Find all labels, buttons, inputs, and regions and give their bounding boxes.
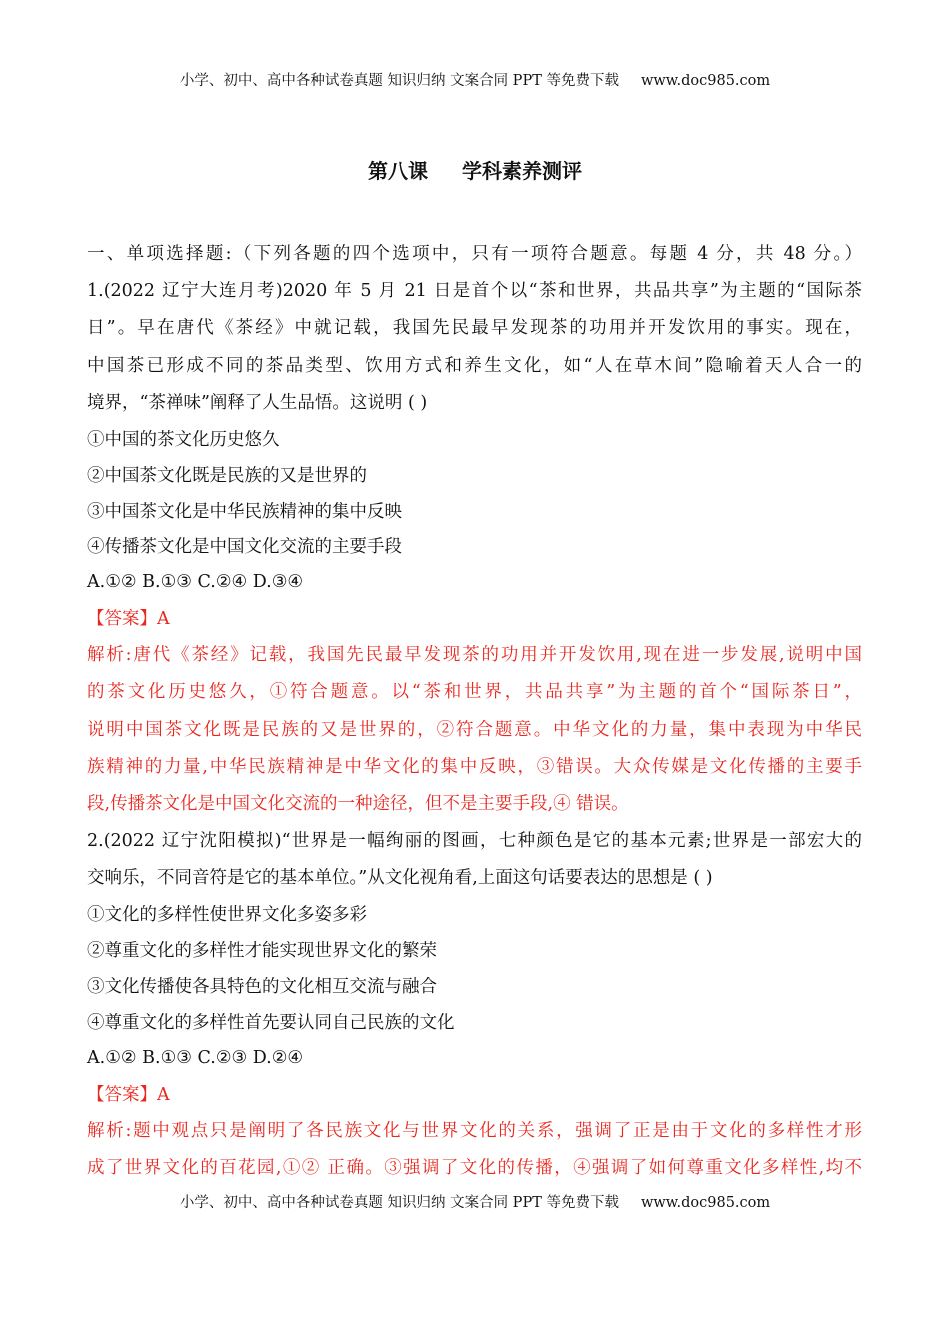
question-1-explanation: 段,传播茶文化是中国文化交流的一种途径，但不是主要手段,④ 错误。 [87, 794, 629, 814]
question-1-explanation: 的茶文化历史悠久，①符合题意。以“茶和世界，共品共享”为主题的首个“国际茶日”， [87, 682, 862, 702]
footer-text: 小学、初中、高中各种试卷真题 知识归纳 文案合同 PPT 等免费下载 [179, 1195, 619, 1211]
section-heading: 一、单项选择题:（下列各题的四个选项中，只有一项符合题意。每题 4 分，共 48 分。） [87, 244, 862, 264]
question-2-explanation: 解析:题中观点只是阐明了各民族文化与世界文化的关系，强调了正是由于文化的多样性才形 [87, 1121, 862, 1141]
question-1-stem: 境界，“茶禅味”阐释了人生品悟。这说明 ( ) [87, 393, 428, 413]
question-1-options: A.①② B.①③ C.②④ D.③④ [87, 572, 304, 592]
header-text: 小学、初中、高中各种试卷真题 知识归纳 文案合同 PPT 等免费下载 [179, 73, 619, 89]
question-1-statement: ④传播茶文化是中国文化交流的主要手段 [87, 537, 402, 557]
lesson-number: 第八课 [368, 159, 428, 183]
page-footer [0, 1191, 950, 1212]
question-2-statement: ④尊重文化的多样性首先要认同自己民族的文化 [87, 1013, 455, 1033]
question-1-stem: 中国茶已形成不同的茶品类型、饮用方式和养生文化，如“人在草木间”隐喻着天人合一的 [87, 356, 862, 376]
question-2-options: A.①② B.①③ C.②③ D.②④ [87, 1048, 304, 1068]
question-2-answer: 【答案】A [87, 1085, 170, 1105]
lesson-name: 学科素养测评 [462, 159, 582, 183]
question-1-explanation: 解析:唐代《茶经》记载，我国先民最早发现茶的功用并开发饮用,现在进一步发展,说明中国 [87, 645, 862, 665]
footer-url: www.doc985.com [640, 1195, 771, 1211]
question-1-statement: ③中国茶文化是中华民族精神的集中反映 [87, 502, 402, 522]
page-title [0, 155, 950, 184]
question-1-explanation: 说明中国茶文化既是民族的又是世界的，②符合题意。中华文化的力量，集中表现为中华民 [87, 720, 862, 740]
question-1-explanation: 族精神的力量,中华民族精神是中华文化的集中反映，③错误。大众传媒是文化传播的主要手 [87, 757, 862, 777]
question-1-answer: 【答案】A [87, 609, 170, 629]
question-2-stem: 交响乐，不同音符是它的基本单位。”从文化视角看,上面这句话要表达的思想是 ( ) [87, 868, 713, 888]
question-1-statement: ①中国的茶文化历史悠久 [87, 430, 280, 450]
question-2-explanation: 成了世界文化的百花园,①② 正确。③强调了文化的传播，④强调了如何尊重文化多样性,均不 [87, 1158, 862, 1178]
question-2-statement: ②尊重文化的多样性才能实现世界文化的繁荣 [87, 941, 437, 961]
header-url: www.doc985.com [640, 73, 771, 89]
question-1-stem: 1.(2022 辽宁大连月考)2020 年 5 月 21 日是首个以“茶和世界，共品共享”为主题的“国际茶 [87, 281, 862, 301]
question-1-statement: ②中国茶文化既是民族的又是世界的 [87, 466, 367, 486]
question-2-statement: ①文化的多样性使世界文化多姿多彩 [87, 905, 367, 925]
question-2-stem: 2.(2022 辽宁沈阳模拟)“世界是一幅绚丽的图画，七种颜色是它的基本元素;世界是一部宏大的 [87, 831, 862, 851]
question-1-stem: 日”。早在唐代《茶经》中就记载，我国先民最早发现茶的功用并开发饮用的事实。现在， [87, 318, 862, 338]
question-2-statement: ③文化传播使各具特色的文化相互交流与融合 [87, 977, 437, 997]
page-header [0, 69, 950, 90]
